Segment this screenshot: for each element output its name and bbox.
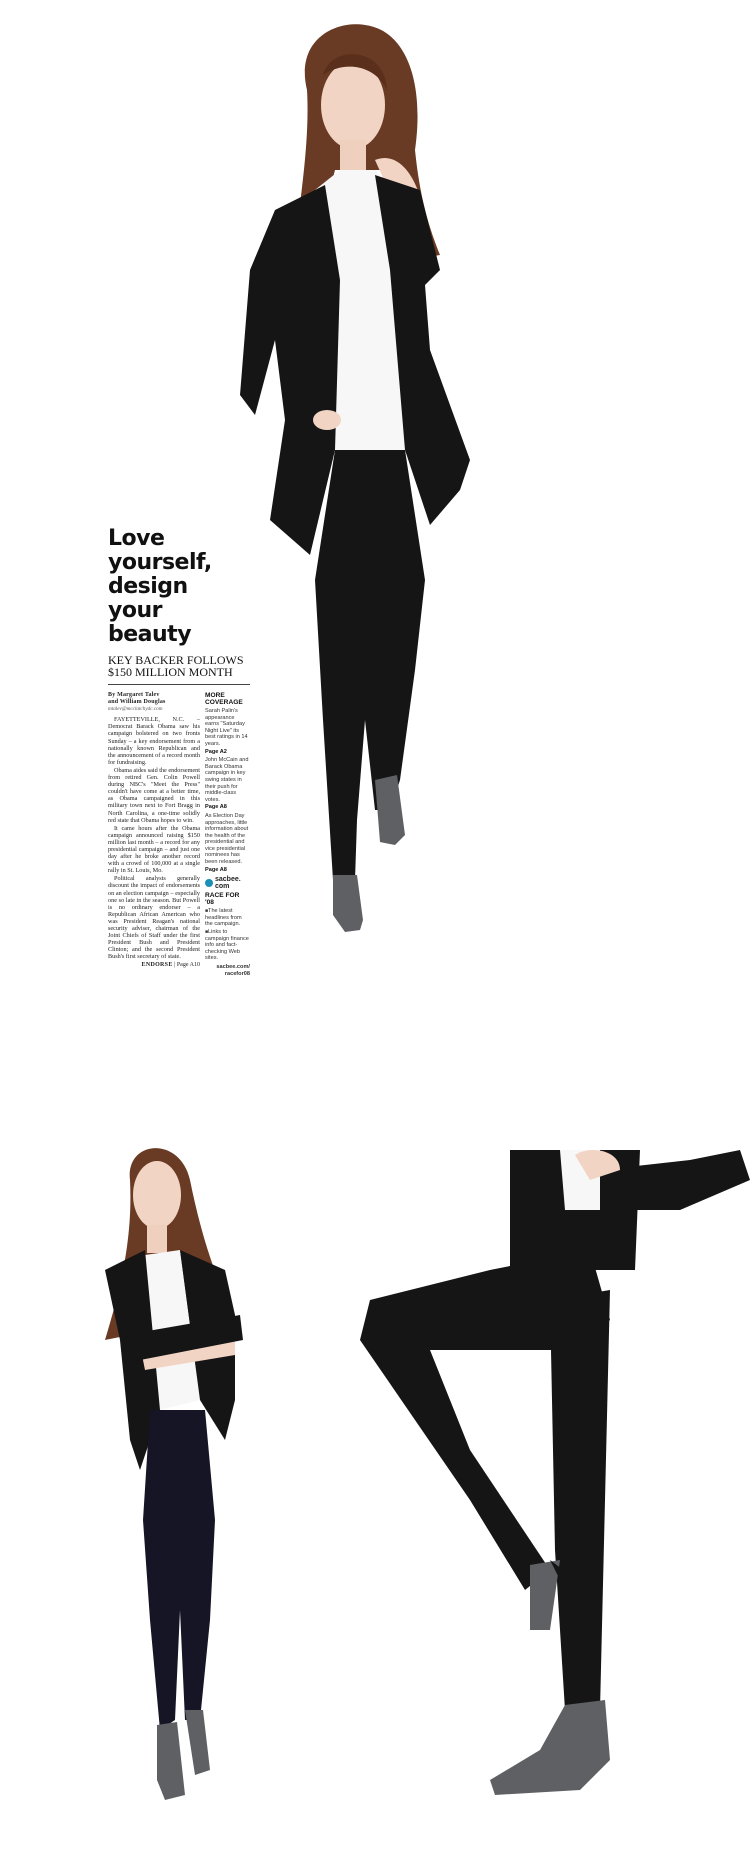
article-paragraph: It came hours after the Obama campaign announced raising $150 million last month – a record for any presidential campaign – and just one day after he broke another record with a crowd of 100,000 at a single rally in St. Louis, Mo.: [108, 824, 200, 875]
tagline: [108, 527, 250, 647]
race-bullet: ■ Links to campaign finance info and fact-checking Web sites.: [205, 929, 250, 962]
byline: [108, 692, 200, 706]
main-model-photo: [215, 20, 555, 1100]
sacbee-logo: [205, 876, 250, 890]
coverage-page: Page A2: [205, 748, 227, 755]
article-headline: [108, 654, 250, 685]
leg-raised-photo: [350, 1150, 750, 1840]
model-standing-photo: [215, 20, 555, 1100]
model-arms-crossed-photo: [85, 1140, 285, 1830]
headline-line: KEY BACKER FOLLOWS: [108, 653, 244, 667]
more-coverage-sidebar: [205, 692, 250, 977]
race-bullet: ■ The latest headlines from the campaign.: [205, 908, 250, 928]
sacbee-icon: [205, 879, 213, 887]
tagline-line: design: [108, 574, 188, 599]
logo-line: com: [215, 883, 230, 891]
sidebar-title-line: MORE: [205, 692, 225, 699]
article-paragraph: FAYETTEVILLE, N.C. – Democrat Barack Obama saw his campaign bolstered on two fronts Sunday – a key endorsement from a nationally known Republican and the announcement of a record month for fundraising.: [108, 716, 200, 766]
endorse-page: Page A10: [176, 962, 200, 969]
endorse-label: ENDORSE: [141, 962, 173, 969]
leg-raised-detail-photo: [350, 1150, 750, 1840]
article-columns: [108, 692, 250, 977]
byline-line: By Margaret Talev: [108, 692, 160, 698]
coverage-item: Sarah Palin's appearance earns "Saturday Night Live" its best ratings in 14 years.: [205, 708, 248, 747]
article-paragraph: Obama aides said the endorsement from retired Gen. Colin Powell during NBC's "Meet the Press" couldn't have come at a better time, as Obama campaigned in this military town next to Fort Bragg in North Carolina, a one-time solidly red state that Obama hopes to win.: [108, 766, 200, 824]
coverage-item: John McCain and Barack Obama campaign in key swing states in their push for middle-class votes.: [205, 757, 249, 803]
url-line: racefor08: [224, 970, 250, 977]
tagline-line: yourself,: [108, 550, 212, 575]
sidebar-title-line: COVERAGE: [205, 699, 243, 706]
byline-line: and William Douglas: [108, 699, 166, 706]
url-line: sacbee.com/: [216, 964, 250, 970]
arms-crossed-photo: [85, 1140, 285, 1830]
coverage-page: Page A8: [205, 866, 227, 873]
coverage-page: Page A8: [205, 804, 227, 811]
logo-line: sacbee.: [215, 876, 241, 884]
newspaper-clipping: [108, 527, 250, 977]
sacbee-logo-text: [215, 876, 241, 890]
article-body: [108, 692, 200, 977]
sacbee-url: [205, 964, 250, 977]
headline-line: $150 MILLION MONTH: [108, 665, 233, 679]
tagline-line: your beauty: [108, 598, 192, 647]
more-coverage-title: [205, 692, 250, 706]
coverage-item: As Election Day approaches, little information about the health of the presidential and vice presidential nominees has been released.: [205, 812, 249, 866]
endorse-jump: ENDORSE | Page A10: [141, 962, 200, 969]
race-title: RACE FOR '08: [205, 892, 240, 907]
tagline-line: Love: [108, 526, 165, 551]
byline-email: mtalev@mcclatchydc.com: [108, 706, 163, 713]
article-paragraph: Political analysts generally discount the impact of endorsements on an election campaign – especially one so late in the season. But Powell is no ordinary endorser – a Republican African American who was President Reagan's national security adviser, chairman of the Joint Chiefs of Staff under the first President Bush and President Clinton; and the second President Bush's first secretary of state.: [108, 875, 200, 961]
